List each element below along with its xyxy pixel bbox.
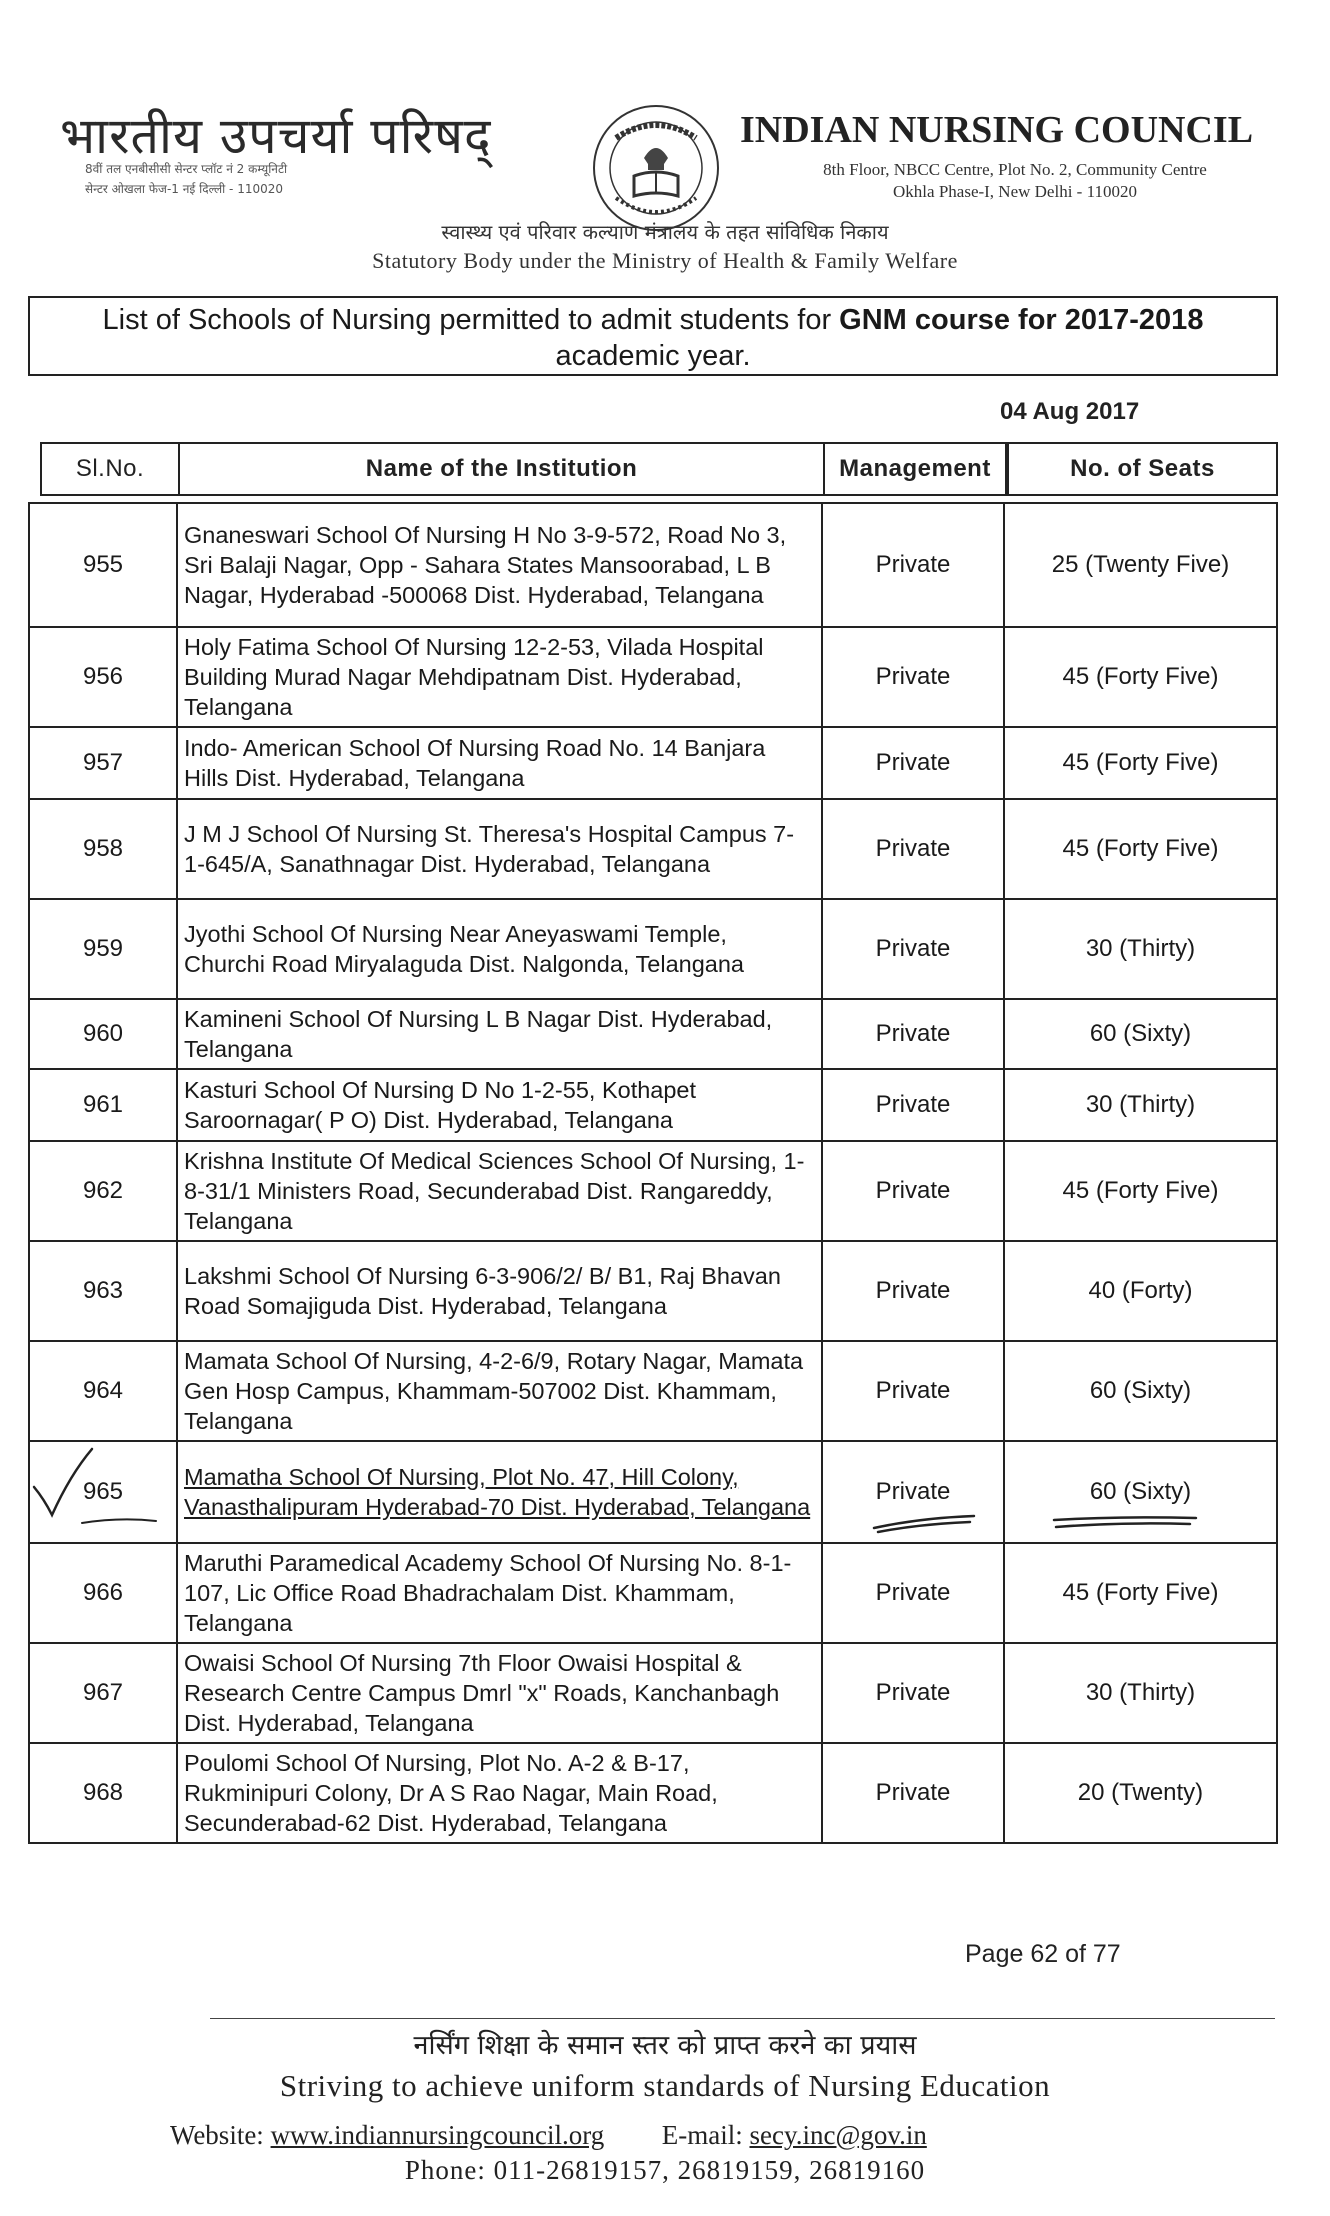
cell-institution-name: Lakshmi School Of Nursing 6-3-906/2/ B/ B1, Raj Bhavan Road Somajiguda Dist. Hyderabad, Telangana — [178, 1242, 823, 1340]
cell-sl-no: 957 — [30, 728, 178, 798]
table-row — [28, 728, 1278, 800]
cell-institution-name: J M J School Of Nursing St. Theresa's Hospital Campus 7-1-645/A, Sanathnagar Dist. Hyderabad, Telangana — [178, 800, 823, 898]
cell-management: Private — [823, 504, 1005, 626]
address-hindi-line1: 8वीं तल एनबीसीसी सेन्टर प्लॉट नं 2 कम्यूनिटी — [85, 162, 288, 176]
cell-management: Private — [823, 1644, 1005, 1742]
table-row — [28, 900, 1278, 1000]
cell-seats: 20 (Twenty) — [1077, 1779, 1204, 1806]
cell-institution-name: Holy Fatima School Of Nursing 12-2-53, Vilada Hospital Building Murad Nagar Mehdipatnam Dist. Hyderabad, Telangana — [178, 628, 823, 726]
cell-institution-name: Maruthi Paramedical Academy School Of Nursing No. 8-1-107, Lic Office Road Bhadrachalam Dist. Khammam, Telangana — [178, 1544, 823, 1642]
cell-management: Private — [823, 1142, 1005, 1240]
footer-contact — [170, 2120, 1170, 2151]
footer-phone: Phone: 011-26819157, 26819159, 26819160 — [404, 2155, 926, 2185]
title-line2: academic year. — [555, 340, 751, 372]
cell-institution-name: Gnaneswari School Of Nursing H No 3-9-572, Road No 3, Sri Balaji Nagar, Opp - Sahara States Mansoorabad, L B Nagar, Hyderabad -500068 Dist. Hyderabad, Telangana — [178, 504, 823, 626]
cell-institution-name: Mamatha School Of Nursing, Plot No. 47, Hill Colony, Vanasthalipuram Hyderabad-70 Dist. Hyderabad, Telangana — [178, 1442, 823, 1542]
header-sl-no: Sl.No. — [40, 442, 180, 496]
cell-institution-name: Mamata School Of Nursing, 4-2-6/9, Rotary Nagar, Mamata Gen Hosp Campus, Khammam-507002 Dist. Khammam, Telangana — [178, 1342, 823, 1440]
cell-sl-no: 967 — [30, 1644, 178, 1742]
cell-sl-no: 963 — [30, 1242, 178, 1340]
address-english-line1: 8th Floor, NBCC Centre, Plot No. 2, Community Centre — [823, 160, 1207, 179]
cell-institution-name: Owaisi School Of Nursing 7th Floor Owaisi Hospital & Research Centre Campus Dmrl "x" Roads, Kanchanbagh Dist. Hyderabad, Telangana — [178, 1644, 823, 1742]
cell-institution-name: Kamineni School Of Nursing L B Nagar Dist. Hyderabad, Telangana — [178, 1000, 823, 1068]
footer-motto: Striving to achieve uniform standards of Nursing Education — [279, 2068, 1051, 2103]
table-row — [28, 800, 1278, 900]
cell-seats: 30 (Thirty) — [1085, 1091, 1196, 1118]
handwritten-check-mark — [30, 1445, 160, 1530]
page-number: Page 62 of 77 — [965, 1940, 1121, 1968]
cell-management: Private — [823, 1242, 1005, 1340]
cell-seats: 60 (Sixty) — [1089, 1377, 1192, 1404]
address-english-line2: Okhla Phase-I, New Delhi - 110020 — [893, 182, 1137, 201]
table-row — [28, 1342, 1278, 1442]
cell-management: Private — [823, 900, 1005, 998]
cell-seats: 45 (Forty Five) — [1062, 1177, 1219, 1204]
cell-sl-no: 960 — [30, 1000, 178, 1068]
table-row — [28, 1242, 1278, 1342]
cell-management: Private — [823, 800, 1005, 898]
website-link[interactable]: www.indiannursingcouncil.org — [270, 2120, 605, 2150]
table-row — [28, 1744, 1278, 1844]
cell-seats: 45 (Forty Five) — [1062, 835, 1219, 862]
cell-sl-no: 964 — [30, 1342, 178, 1440]
cell-management: Private — [823, 1070, 1005, 1140]
cell-institution-name: Krishna Institute Of Medical Sciences School Of Nursing, 1-8-31/1 Ministers Road, Secunderabad Dist. Rangareddy, Telangana — [178, 1142, 823, 1240]
table-row — [28, 1070, 1278, 1142]
cell-management: Private — [823, 1442, 1005, 1542]
table-row — [28, 1644, 1278, 1744]
cell-seats: 60 (Sixty) — [1089, 1020, 1192, 1047]
cell-management: Private — [823, 1000, 1005, 1068]
handwritten-underline-management — [870, 1512, 980, 1534]
council-name-english: INDIAN NURSING COUNCIL — [740, 109, 1254, 151]
statutory-body-hindi: स्वास्थ्य एवं परिवार कल्याण मंत्रालय के तहत सांविधिक निकाय — [441, 220, 889, 244]
header-seats: No. of Seats — [1007, 442, 1278, 496]
header-institution-name: Name of the Institution — [180, 442, 825, 496]
document-title — [28, 296, 1278, 376]
table-row — [28, 628, 1278, 728]
cell-seats: 60 (Sixty) — [1089, 1478, 1192, 1505]
table-row — [28, 1142, 1278, 1242]
cell-sl-no: 959 — [30, 900, 178, 998]
cell-seats: 45 (Forty Five) — [1062, 749, 1219, 776]
cell-institution-name: Poulomi School Of Nursing, Plot No. A-2 & B-17, Rukminipuri Colony, Dr A S Rao Nagar, Main Road, Secunderabad-62 Dist. Hyderabad, Telangana — [178, 1744, 823, 1842]
cell-management: Private — [823, 1544, 1005, 1642]
cell-sl-no: 962 — [30, 1142, 178, 1240]
footer-divider — [210, 2018, 1275, 2019]
header-management: Management — [825, 442, 1007, 496]
cell-institution-name: Indo- American School Of Nursing Road No. 14 Banjara Hills Dist. Hyderabad, Telangana — [178, 728, 823, 798]
cell-institution-name: Jyothi School Of Nursing Near Aneyaswami Temple, Churchi Road Miryalaguda Dist. Nalgonda, Telangana — [178, 900, 823, 998]
footer-motto-hindi: नर्सिंग शिक्षा के समान स्तर को प्राप्त करने का प्रयास — [413, 2030, 917, 2061]
cell-sl-no: 965 — [30, 1442, 178, 1542]
cell-sl-no: 956 — [30, 628, 178, 726]
cell-management: Private — [823, 728, 1005, 798]
email-label: E-mail: — [661, 2120, 750, 2150]
website-label: Website: — [170, 2120, 271, 2150]
cell-seats: 40 (Forty) — [1088, 1277, 1193, 1304]
document-date: 04 Aug 2017 — [1000, 398, 1140, 425]
cell-seats: 25 (Twenty Five) — [1051, 551, 1230, 578]
cell-institution-name: Kasturi School Of Nursing D No 1-2-55, Kothapet Saroornagar( P O) Dist. Hyderabad, Telangana — [178, 1070, 823, 1140]
cell-management: Private — [823, 1342, 1005, 1440]
cell-seats: 45 (Forty Five) — [1062, 1579, 1219, 1606]
cell-management: Private — [823, 1744, 1005, 1842]
statutory-body-english: Statutory Body under the Ministry of Health & Family Welfare — [372, 248, 958, 273]
table-row — [28, 1000, 1278, 1070]
email-link[interactable]: secy.inc@gov.in — [749, 2120, 927, 2150]
cell-seats: 30 (Thirty) — [1085, 935, 1196, 962]
cell-sl-no: 961 — [30, 1070, 178, 1140]
address-hindi-line2: सेन्टर ओखला फेज-1 नई दिल्ली - 110020 — [85, 182, 284, 196]
title-prefix: List of Schools of Nursing permitted to admit students for — [102, 304, 840, 336]
handwritten-underline-seats — [1050, 1512, 1200, 1534]
cell-sl-no: 966 — [30, 1544, 178, 1642]
cell-seats: 30 (Thirty) — [1085, 1679, 1196, 1706]
cell-sl-no: 968 — [30, 1744, 178, 1842]
cell-sl-no: 955 — [30, 504, 178, 626]
table-row — [28, 1544, 1278, 1644]
title-course: GNM course for 2017-2018 — [839, 304, 1204, 336]
cell-seats: 45 (Forty Five) — [1062, 663, 1219, 690]
cell-management: Private — [823, 628, 1005, 726]
council-emblem — [586, 98, 726, 238]
cell-sl-no: 958 — [30, 800, 178, 898]
council-name-hindi: भारतीय उपचर्या परिषद् — [60, 107, 492, 165]
table-row — [28, 502, 1278, 628]
